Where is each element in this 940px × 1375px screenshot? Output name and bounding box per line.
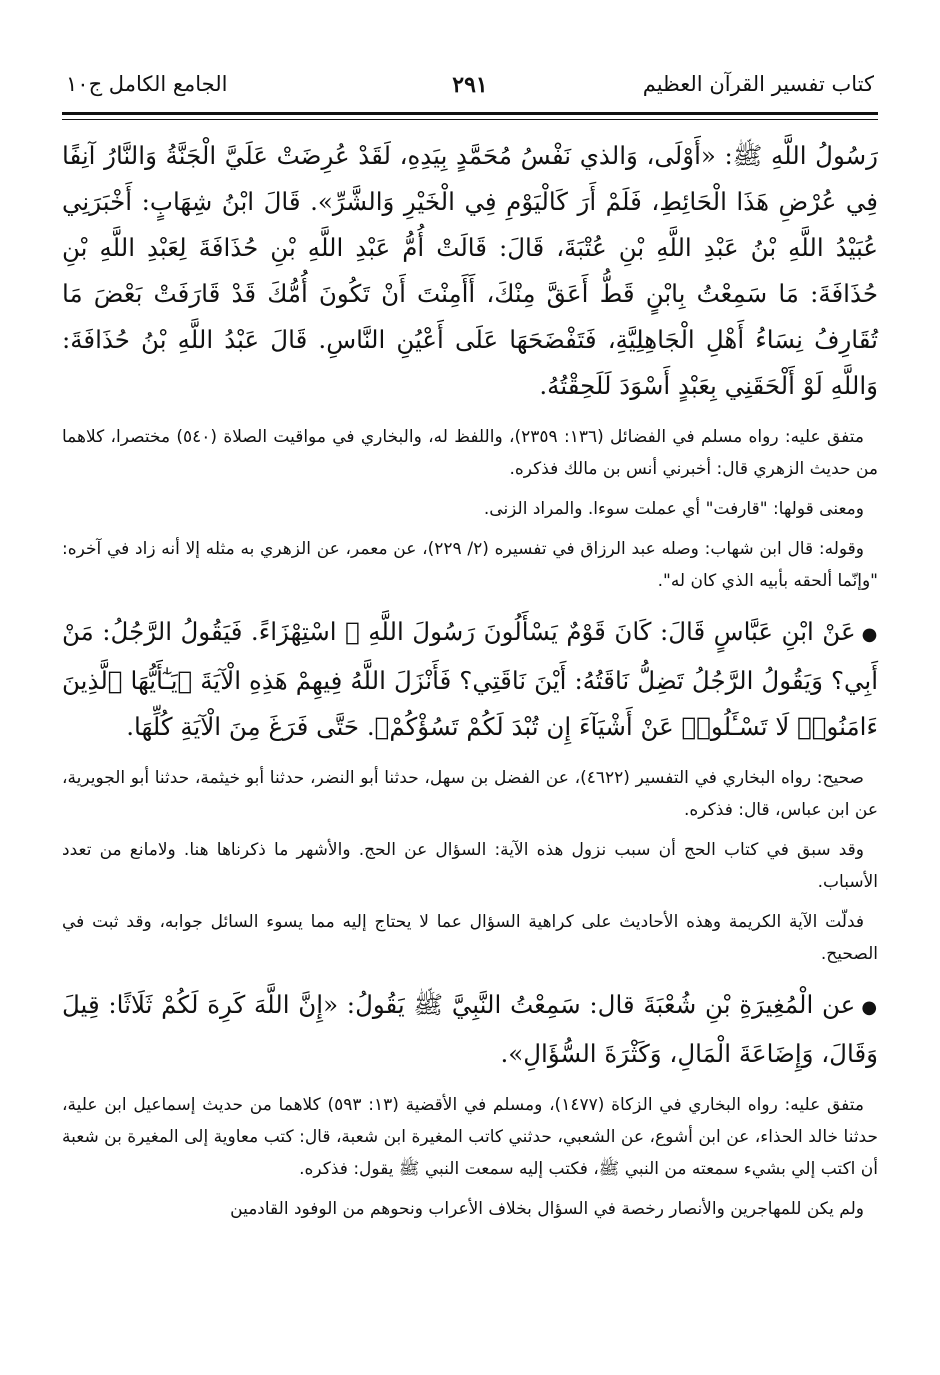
commentary-note: وقوله: قال ابن شهاب: وصله عبد الرزاق في تفسيره (٢/ ٢٢٩)، عن معمر، عن الزهري به مثله إلا أنه زاد في آخره: "وإنّما ألحقه بأبيه الذي كان له".: [62, 539, 878, 591]
takhrij-note: صحيح: رواه البخاري في التفسير (٤٦٢٢)، عن الفضل بن سهل، حدثنا أبو النضر، حدثنا أبو خيثمة، حدثنا أبو الجويرية، عن ابن عباس، قال: فذكره.: [62, 768, 878, 820]
page-body: [62, 133, 878, 1225]
hadith-paragraph-ibn-abbas: [62, 609, 878, 750]
commentary-note: فدلّت الآية الكريمة وهذه الأحاديث على كراهية السؤال عما لا يحتاج إليه مما يسوء السائل جوابه، وقد ثبت في الصحيح.: [62, 912, 878, 964]
hadith-paragraph: رَسُولُ اللَّهِ ﷺ: «أَوْلَى، وَالذي نَفْسُ مُحَمَّدٍ بِيَدِهِ، لَقَدْ عُرِضَتْ عَلَيَّ الْجَنَّةُ وَالنَّارُ آنِفًا فِي عُرْضِ هَذَا الْحَائِطِ، فَلَمْ أَرَ كَالْيَوْمِ فِي الْخَيْرِ وَالشَّرِّ». قَالَ ابْنُ شِهَابٍ: أَخْبَرَنِي عُبَيْدُ اللَّهِ بْنُ عَبْدِ اللَّهِ بْنِ عُتْبَةَ، قَالَ: قَالَتْ أُمُّ عَبْدِ اللَّهِ بْنِ حُذَافَةَ لِعَبْدِ اللَّهِ بْنِ حُذَافَةَ: مَا سَمِعْتُ بِابْنٍ قَطُّ أَعَقَّ مِنْكَ، أَأَمِنْتَ أَنْ تَكُونَ أُمُّكَ قَدْ قَارَفَتْ بَعْضَ مَا تُقَارِفُ نِسَاءُ أَهْلِ الْجَاهِلِيَّةِ، فَتَفْضَحَهَا عَلَى أَعْيُنِ النَّاسِ. قَالَ عَبْدُ اللَّهِ بْنُ حُذَافَةَ: وَاللَّهِ لَوْ أَلْحَقَنِي بِعَبْدٍ أَسْوَدَ لَلَحِقْتُهُ.: [62, 141, 878, 400]
bullet-icon: ●: [861, 624, 878, 645]
book-title: كتاب تفسير القرآن العظيم: [642, 72, 874, 96]
header-rule-thin: [62, 119, 878, 120]
book-page: [62, 0, 878, 1375]
explanation-note: ومعنى قولها: "قارفت" أي عملت سوءا. والمراد الزنى.: [483, 499, 864, 519]
series-title: الجامع الكامل ج١٠: [66, 72, 228, 96]
running-header: [62, 72, 878, 112]
hadith-text: عَنْ ابْنِ عَبَّاسٍ قَالَ: كَانَ قَوْمٌ يَسْأَلُونَ رَسُولَ اللَّهِ ﷺ اسْتِهْزَاءً. فَيَقُولُ الرَّجُلُ: مَنْ أَبِي؟ وَيَقُولُ الرَّجُلُ تَضِلُّ نَاقَتُهُ: أَيْنَ نَاقَتِي؟ فَأَنْزَلَ اللَّهُ فِيهِمْ هَذِهِ الْآيَةَ ﴿يَـٰٓأَيُّهَا ٱلَّذِينَ ءَامَنُوا۟ لَا تَسْـَٔلُوا۟ عَنْ أَشْيَآءَ إِن تُبْدَ لَكُمْ تَسُؤْكُمْ﴾. حَتَّى فَرَغَ مِنَ الْآيَةِ كُلِّهَا.: [62, 617, 878, 741]
takhrij-note: متفق عليه: رواه مسلم في الفضائل (١٣٦: ٢٣٥٩)، واللفظ له، والبخاري في مواقيت الصلاة (٥٤٠) مختصرا، كلاهما من حديث الزهري قال: أخبرني أنس بن مالك فذكره.: [62, 427, 878, 479]
header-rule-thick: [62, 112, 878, 115]
commentary-note: وقد سبق في كتاب الحج أن سبب نزول هذه الآية: السؤال عن الحج. والأشهر ما ذكرناها هنا. ولامانع من تعدد الأسباب.: [62, 840, 878, 892]
takhrij-note: متفق عليه: رواه البخاري في الزكاة (١٤٧٧)، ومسلم في الأقضية (١٣: ٥٩٣) كلاهما من حديث إسماعيل ابن علية، حدثنا خالد الحذاء، عن ابن أشوع، عن الشعبي، حدثني كاتب المغيرة ابن شعبة، قال: كتب معاوية إلى المغيرة بن شعبة أن اكتب إلي بشيء سمعته من النبي ﷺ، فكتب إليه سمعت النبي ﷺ يقول: فذكره.: [62, 1095, 878, 1179]
hadith-text: عن الْمُغِيرَةِ بْنِ شُعْبَةَ قال: سَمِعْتُ النَّبِيَّ ﷺ يَقُولُ: «إِنَّ اللَّهَ كَرِهَ لَكُمْ ثَلَاثًا: قِيلَ وَقَالَ، وَإِضَاعَةَ الْمَالِ، وَكَثْرَةَ السُّؤَالِ».: [62, 990, 878, 1068]
page-number: ٢٩١: [452, 72, 488, 98]
commentary-note: ولم يكن للمهاجرين والأنصار رخصة في السؤال بخلاف الأعراب ونحوهم من الوفود القادمين: [230, 1199, 864, 1219]
bullet-icon: ●: [861, 997, 878, 1018]
hadith-paragraph-mughira: [62, 982, 878, 1077]
